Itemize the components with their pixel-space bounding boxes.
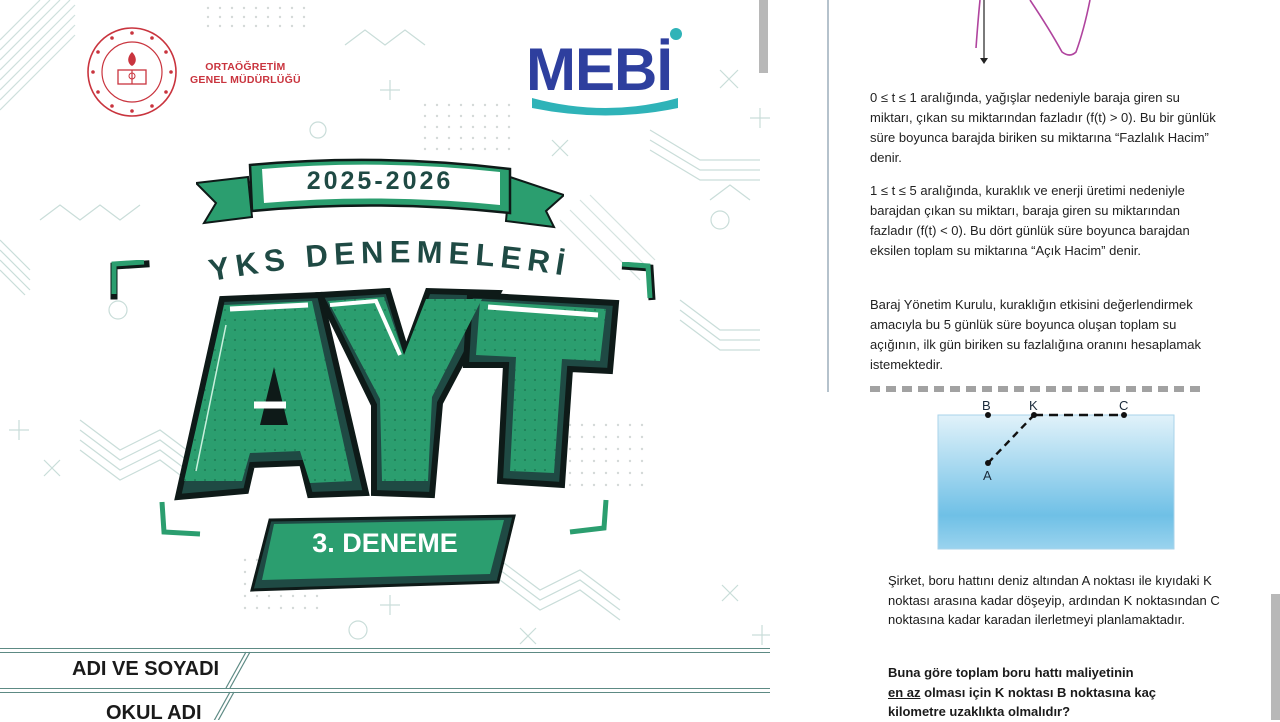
question-line2 [888, 683, 1248, 703]
scenario-text: Şirket, boru hattını deniz altından A noktası ile kıyıdaki K noktası arasına kadar döşeyip, ardından K noktasından C noktasına kadar karadan ilerletmeyi planlamaktadır. [888, 573, 1220, 627]
school-name-field-row [0, 688, 770, 720]
mebi-logo-text: MEBİ [526, 36, 672, 103]
school-name-label: OKUL ADI [106, 702, 202, 720]
corner-bracket-tl [110, 260, 150, 300]
paragraph-deficit-volume: 1 ≤ t ≤ 5 aralığında, kuraklık ve enerji üretimi nedeniyle barajdan çıkan su miktarı, baraja giren su miktarından fazladır (f(t) < 0). Bu dört günlük süre boyunca barajdan eksilen toplam su miktarına “Açık Hacim” denir. [870, 183, 1190, 258]
page-divider [827, 0, 829, 392]
paragraph-surplus-volume: 0 ≤ t ≤ 1 aralığında, yağışlar nedeniyle baraja giren su miktarı, çıkan su miktarından fazladır (f(t) > 0). Bu bir günlük süre boyunca barajda biriken su miktarına “Fazlalık Hacim” denir. [870, 90, 1216, 165]
function-graph-partial [960, 0, 1110, 70]
question-line2-rest: olması için K noktası B noktasına kaç [920, 684, 1157, 700]
field-slash-separator [206, 690, 236, 720]
series-title-text: YKS DENEMELERİ [206, 234, 574, 289]
student-name-input[interactable] [256, 654, 760, 688]
exam-type-logo [170, 285, 620, 505]
academic-year: 2025-2026 [306, 167, 454, 195]
pipeline-diagram [930, 393, 1190, 558]
org-name [190, 61, 301, 87]
cover-scrollbar-thumb[interactable] [759, 0, 768, 73]
meb-seal-icon [86, 26, 178, 118]
cutoff-text-line [870, 386, 1200, 392]
paragraph-board-request: Baraj Yönetim Kurulu, kuraklığın etkisini değerlendirmek amacıyla bu 5 günlük süre boyunca oluşan toplam su açığının, ilk gün biriken su fazlalığına oranını hesaplamak istemektedir. [870, 297, 1201, 372]
exam-number: 3. DENEME [312, 528, 458, 558]
field-divider [0, 688, 770, 693]
org-name-line2: GENEL MÜDÜRLÜĞÜ [190, 74, 301, 86]
field-slash-separator [222, 650, 252, 690]
label-point-a: A [983, 468, 992, 483]
school-name-input[interactable] [240, 694, 744, 720]
question-scrollbar-thumb[interactable] [1271, 594, 1280, 720]
corner-bracket-tr [620, 262, 660, 304]
mebi-logo [526, 28, 686, 120]
label-point-k: K [1029, 398, 1038, 413]
corner-bracket-bl [158, 500, 204, 540]
question-page [830, 0, 1280, 720]
org-name-line1: ORTAÖĞRETİM [205, 61, 286, 73]
label-point-b: B [982, 398, 991, 413]
question-line3: kilometre uzaklıkta olmalıdır? [888, 704, 1071, 719]
question-emphasis: en az [888, 684, 921, 700]
series-title [160, 232, 620, 292]
question-text [888, 663, 1248, 722]
label-point-c: C [1119, 398, 1129, 413]
field-divider [0, 648, 770, 653]
student-name-label: ADI VE SOYADI [72, 658, 220, 680]
question-line1: Buna göre toplam boru hattı maliyetinin [888, 665, 1134, 680]
svg-text:YKS DENEMELERİ [206, 234, 573, 288]
student-name-field-row [0, 648, 770, 688]
point-a-marker [985, 460, 991, 466]
